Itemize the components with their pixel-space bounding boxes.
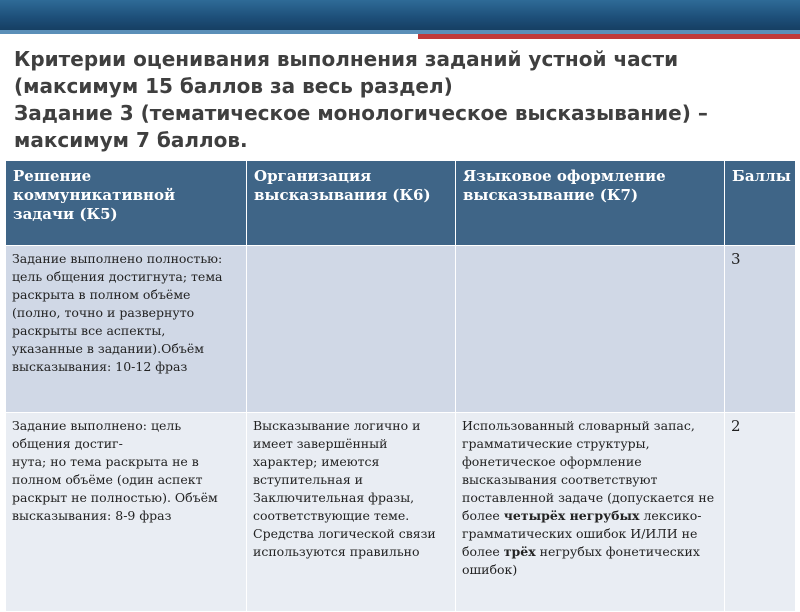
header-k6: Организация высказывания (К6): [247, 161, 456, 246]
slide-top-bar: [0, 0, 800, 30]
title-line-3: Задание 3 (тематическое монологическое высказывание) –: [14, 101, 708, 125]
slide-accent-stripe: [418, 34, 800, 39]
title-line-4: максимум 7 баллов.: [14, 128, 248, 152]
row2-k5-line2: нута; но тема раскрыта не в полном объёме (один аспект раскрыт не полностью). Объём высказывания: 8-9 фраз: [12, 454, 218, 523]
table-header-row: [6, 161, 796, 246]
table-row: [6, 246, 796, 413]
row2-k7-bold-2: трёх: [503, 544, 536, 559]
header-k5: Решение коммуникативной задачи (К5): [6, 161, 247, 246]
row2-k7-text-3: негрубых фонетических ошибок): [462, 544, 700, 577]
row1-score: 3: [725, 246, 796, 413]
row2-k5: [6, 413, 247, 612]
title-line-1: Критерии оценивания выполнения заданий устной части: [14, 47, 679, 71]
table-row: [6, 413, 796, 612]
row2-k7: [456, 413, 725, 612]
row2-k7-bold-1: четырёх негрубых: [503, 508, 640, 523]
row2-k6: Высказывание логично и имеет завершённый характер; имеются вступительная и Заключительная фразы, соответствующие теме. Средства логической связи используются правильно: [247, 413, 456, 612]
row2-k5-line1: Задание выполнено: цель общения достиг-: [12, 418, 182, 451]
row1-k6: [247, 246, 456, 413]
header-k7: Языковое оформление высказывание (К7): [456, 161, 725, 246]
title-line-2: (максимум 15 баллов за весь раздел): [14, 74, 453, 98]
criteria-table: [5, 160, 796, 612]
row1-k7: [456, 246, 725, 413]
row2-k7-text: Использованный словарный запас, грамматические структуры, фонетическое оформление высказывания соответствуют поставленной задаче (допускается не более: [462, 418, 715, 523]
row2-k7-text-2: лексико-грамматических ошибок И/ИЛИ не более: [462, 508, 702, 559]
row1-k5: Задание выполнено полностью: цель общения достигнута; тема раскрыта в полном объёме (полно, точно и развернуто раскрыты все аспекты, указанные в задании).Объём высказывания: 10-12 фраз: [6, 246, 247, 413]
slide-title: [14, 46, 794, 154]
header-score: Баллы: [725, 161, 796, 246]
row2-score: 2: [725, 413, 796, 612]
